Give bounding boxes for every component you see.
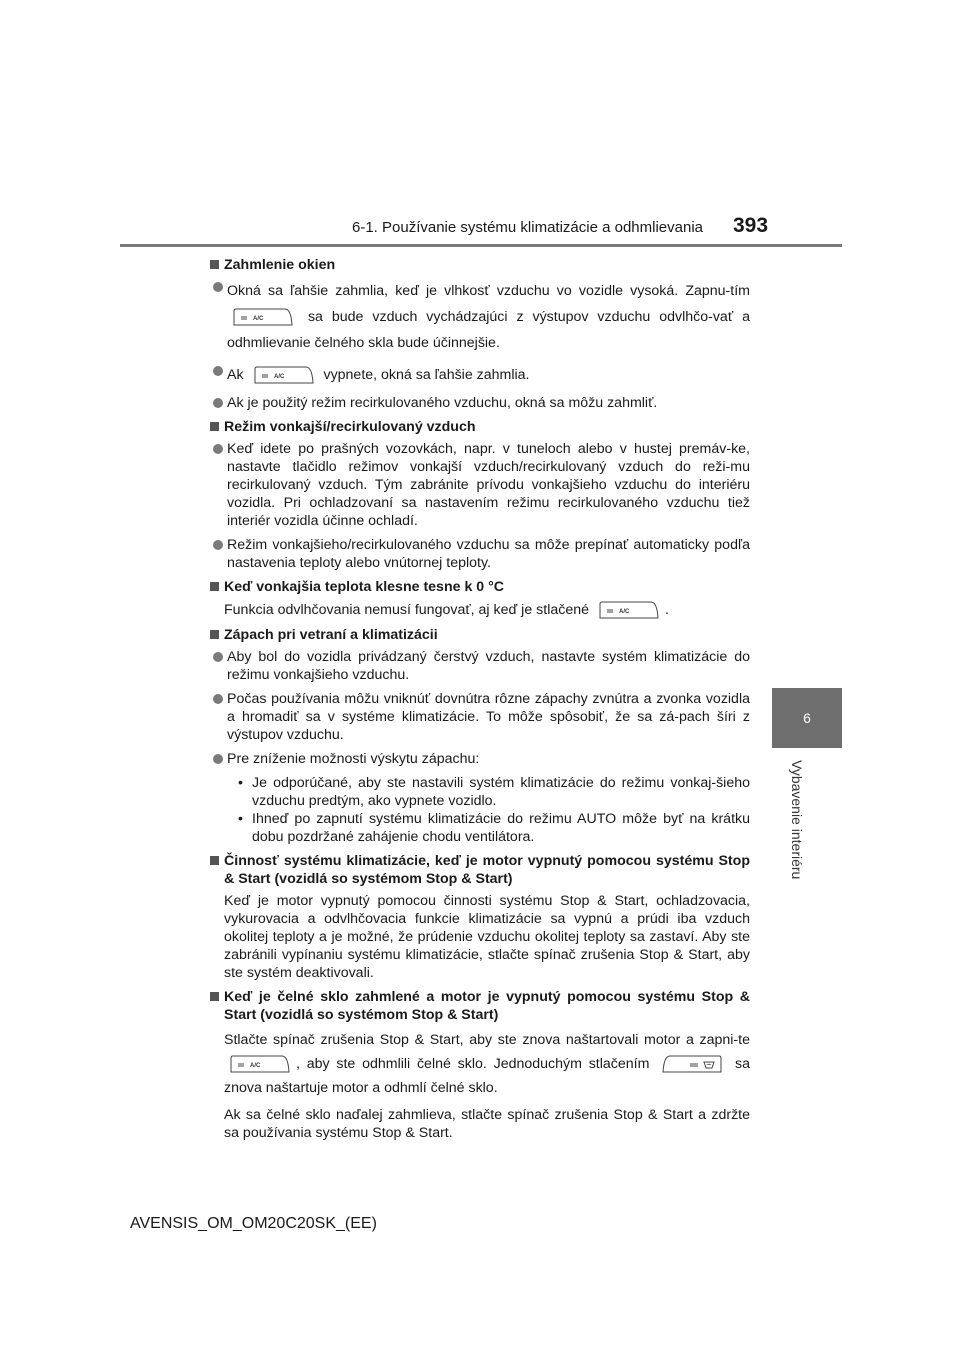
header-title: 6-1. Používanie systému klimatizácie a odhmlievania <box>352 219 703 236</box>
ac-button-icon <box>233 307 293 327</box>
section-low-temperature <box>210 578 750 620</box>
section-window-fogging <box>210 256 750 412</box>
paragraph: Ak sa čelné sklo naďalej zahmlieva, stlačte spínač zrušenia Stop & Start a zdržte sa používania systému Stop & Start. <box>224 1107 750 1141</box>
bullet-item: Režim vonkajšieho/recirkulovaného vzduchu sa môže prepínať automaticky podľa nastavenia teploty alebo vnútornej teploty. <box>210 536 750 572</box>
sub-item: • Ihneď po zapnutí systému klimatizácie do režimu AUTO môže byť na krátku dobu pozdržané zahájenie chodu ventilátora. <box>238 811 750 845</box>
paragraph: Funkcia odvlhčovania nemusí fungovať, aj keď je stlačené A/C . <box>210 600 750 620</box>
section-heading: Keď vonkajšia teplota klesne tesne k 0 °C <box>210 578 750 596</box>
ac-button-icon <box>230 1054 290 1074</box>
bullet-item: Ak A/C vypnete, okná sa ľahšie zahmlia. <box>210 362 750 388</box>
section-heading: Činnosť systému klimatizácie, keď je motor vypnutý pomocou systému Stop & Start (vozidlá so systémom Stop & Start) <box>210 852 750 888</box>
header-rule <box>120 244 842 247</box>
document-code: AVENSIS_OM_OM20C20SK_(EE) <box>130 1215 377 1232</box>
bullet-item: Keď idete po prašných vozovkách, napr. v tuneloch alebo v hustej premáv-ke, nastavte tlačidlo režimov vonkajší vzduch/recirkulovaný vzduch do reži-mu recirkulovaný vzduch. Tým zabránite prívodu vonkajšieho vzduchu do interiéru vozidla. Pri ochladzovaní sa nastavením režimu recirkulovaného vzduchu tiež interiér vozidla účinne ochladí. <box>210 440 750 530</box>
bullet-item: Počas používania môžu vniknúť dovnútra rôzne zápachy zvnútra a zvonka vozidla a hromadiť sa v systéme klimatizácie. To môže spôsobiť, že sa zá-pach šíri z výstupov vzduchu. <box>210 690 750 744</box>
section-heading: Zahmlenie okien <box>210 256 750 274</box>
section-stop-start-defog <box>210 988 750 1142</box>
paragraph: Keď je motor vypnutý pomocou činnosti systému Stop & Start, ochladzovacia, vykurovacia a odvlhčovacia funkcie klimatizácie sa vypnú a prúdi iba vzduch okolitej teploty a je možné, že prúdenie vzduchu okolitej teploty sa zastaví. Aby ste zabránili vypínaniu systému klimatizácie, stlačte spínač zrušenia Stop & Start, aby ste systém deaktivovali. <box>224 893 750 981</box>
section-heading: Zápach pri vetraní a klimatizácii <box>210 626 750 644</box>
section-stop-start-ac <box>210 852 750 982</box>
section-odor <box>210 626 750 846</box>
bullet-item: Okná sa ľahšie zahmlia, keď je vlhkosť vzduchu vo vozidle vysoká. Zapnu-tím A/C sa bude vzduch vychádzajúci z výstupov vzduchu odvlhčo-vať a odhmlievanie čelného skla bude účinnejšie. <box>210 278 750 356</box>
chapter-label: Vybavenie interiéru <box>789 760 805 880</box>
ac-button-icon <box>599 600 659 620</box>
section-heading: Keď je čelné sklo zahmlené a motor je vypnutý pomocou systému Stop & Start (vozidlá so systémom Stop & Start) <box>210 988 750 1024</box>
sub-item: • Je odporúčané, aby ste nastavili systém klimatizácie do režimu vonkaj-šieho vzduchu predtým, ako vypnete vozidlo. <box>238 775 750 809</box>
bullet-item: Ak je použitý režim recirkulovaného vzduchu, okná sa môžu zahmliť. <box>210 394 750 412</box>
bullet-item: Aby bol do vozidla privádzaný čerstvý vzduch, nastavte systém klimatizácie do režimu vonkajšieho vzduchu. <box>210 648 750 684</box>
chapter-number: 6 <box>803 710 811 726</box>
chapter-tab <box>772 688 842 748</box>
svg-text:A/C: A/C <box>253 316 264 323</box>
bullet-item: Pre zníženie možnosti výskytu zápachu: <box>210 750 750 768</box>
paragraph: Stlačte spínač zrušenia Stop & Start, aby ste znova naštartovali motor a zapni-te A/C , aby ste odhmlili čelné sklo. Jednoduchým stlačením sa znova naštartuje motor a odhmlí čelné sklo. <box>224 1032 750 1096</box>
ac-button-icon <box>254 365 314 385</box>
svg-text:A/C: A/C <box>618 609 630 615</box>
windshield-defogger-button-icon <box>662 1054 722 1074</box>
svg-text:A/C: A/C <box>273 374 284 381</box>
svg-text:A/C: A/C <box>250 1063 261 1070</box>
page-content <box>210 256 750 1148</box>
page-number: 393 <box>733 214 769 237</box>
section-heading: Režim vonkajší/recirkulovaný vzduch <box>210 418 750 436</box>
section-air-mode <box>210 418 750 572</box>
